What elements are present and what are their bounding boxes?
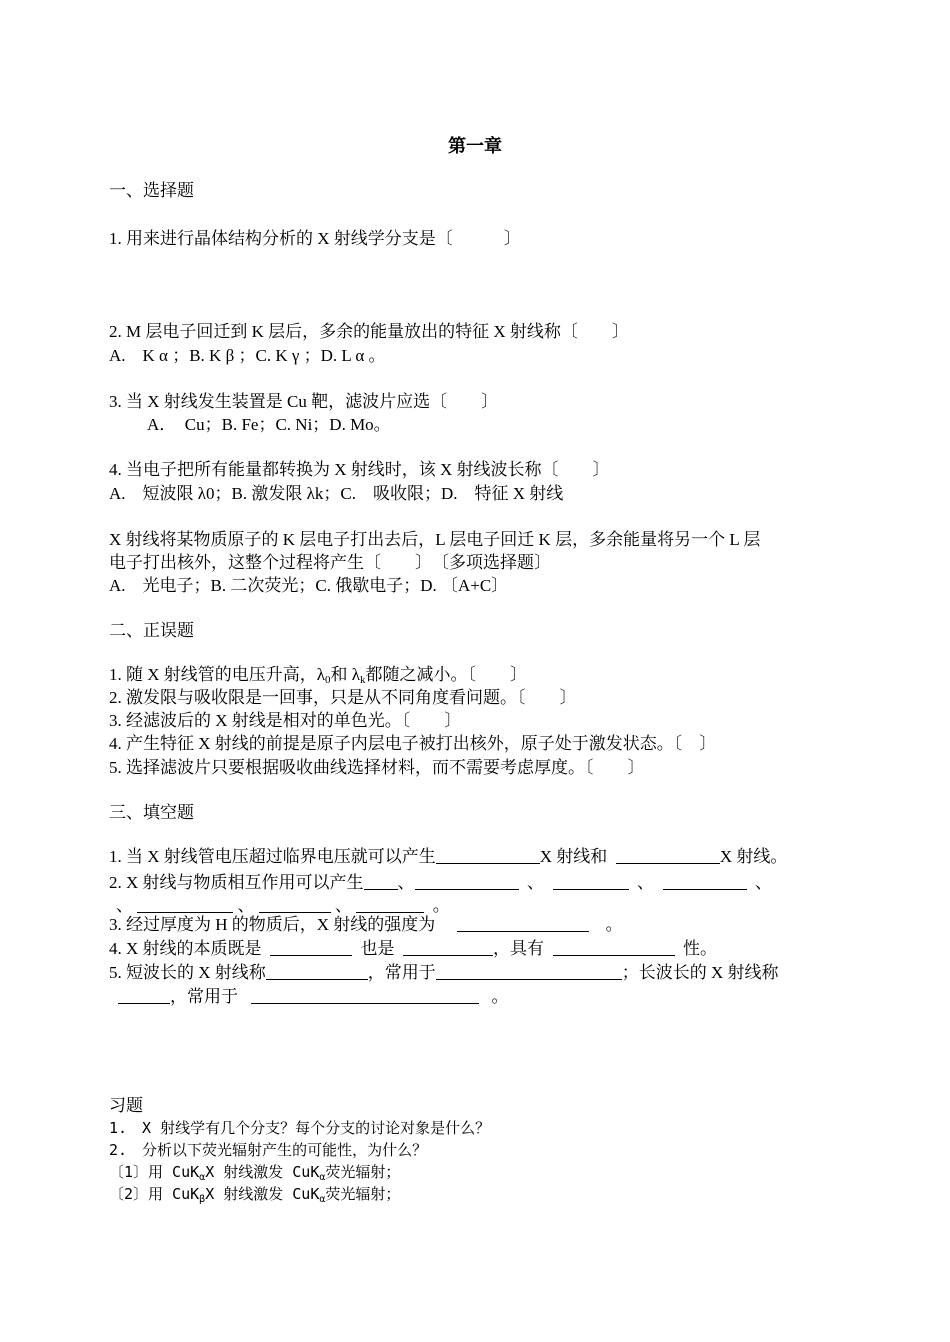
fill-4-blank-2[interactable]	[403, 939, 493, 956]
exercise-2-part-2	[109, 1183, 400, 1211]
chapter-title: 第一章	[448, 136, 502, 156]
fill-5-blank-3[interactable]	[118, 987, 170, 1004]
fill-5-text-c: ；长波长的 X 射线称	[621, 963, 779, 982]
fill-1-text-a: 1. 当 X 射线管电压超过临界电压就可以产生	[109, 847, 436, 866]
exercise-2-2-text-a: 〔2〕用 CuK	[109, 1185, 200, 1203]
exercise-2-1-text-a: 〔1〕用 CuK	[109, 1163, 200, 1181]
fill-2-sep: 、	[237, 896, 255, 915]
fill-5-text-d: ，常用于	[170, 987, 238, 1006]
fill-1-blank-2[interactable]	[616, 847, 720, 864]
fill-1-text-c: X 射线。	[719, 847, 788, 866]
exercise-1: 1. X 射线学有几个分支？每个分支的讨论对象是什么？	[109, 1119, 491, 1137]
question-4-options: A. 短波限 λ0；B. 激发限 λk；C. 吸收限；D. 特征 X 射线	[109, 484, 564, 503]
section-true-false-heading: 二、正误题	[109, 621, 194, 640]
fill-4	[109, 938, 717, 960]
fill-2-sep: 、	[116, 896, 133, 915]
tf1-text-b: 和 λ	[330, 665, 361, 684]
fill-1-text-b: X 射线和	[539, 847, 608, 866]
tf1-subscript-k: k	[360, 674, 366, 686]
fill-2-end: 。	[432, 896, 450, 915]
tf1-subscript-0: 0	[325, 674, 331, 686]
fill-5-text-a: 5. 短波长的 X 射线称	[109, 963, 266, 982]
fill-2-blank-2[interactable]	[415, 873, 519, 890]
exercise-2-2-subscript: α	[319, 1194, 326, 1205]
fill-2-blank-7[interactable]	[356, 896, 424, 913]
fill-2-sep: 、	[397, 873, 415, 892]
exercise-2-1-subscript: α	[319, 1172, 326, 1183]
tf-statement-4: 4. 产生特征 X 射线的前提是原子内层电子被打出核外，原子处于激发状态。〔 〕	[109, 734, 717, 753]
question-5-options: A. 光电子；B. 二次荧光；C. 俄歇电子；D. 〔A+C〕	[109, 576, 509, 595]
fill-2-line-1	[109, 872, 772, 894]
fill-5-blank-2[interactable]	[436, 963, 622, 980]
question-2: 2. M 层电子回迁到 K 层后，多余的能量放出的特征 X 射线称〔 〕	[109, 322, 629, 341]
fill-1-blank-1[interactable]	[436, 847, 540, 864]
question-3: 3. 当 X 射线发生装置是 Cu 靶，滤波片应选〔 〕	[109, 392, 499, 411]
fill-5-text-b: ，常用于	[367, 963, 436, 982]
exercise-2-1-subscript: α	[199, 1172, 206, 1183]
tf-statement-2: 2. 激发限与吸收限是一回事，只是从不同角度看问题。〔 〕	[109, 688, 577, 707]
question-5-line-1: X 射线将某物质原子的 K 层电子打出去后，L 层电子回迁 K 层，多余能量将另一个 L 层	[109, 530, 761, 549]
fill-2-blank-5[interactable]	[137, 896, 233, 913]
question-3-options: A． Cu；B. Fe；C. Ni；D. Mo。	[147, 415, 391, 434]
fill-5-blank-4[interactable]	[251, 987, 479, 1004]
fill-3-text-a: 3. 经过厚度为 H 的物质后，X 射线的强度为	[109, 915, 436, 934]
tf-statement-5: 5. 选择滤波片只要根据吸收曲线选择材料，而不需要考虑厚度。〔 〕	[109, 758, 645, 777]
tf1-text-a: 1. 随 X 射线管的电压升高，λ	[109, 665, 326, 684]
fill-3-end: 。	[605, 915, 623, 934]
section-fill-blank-heading: 三、填空题	[109, 803, 194, 822]
fill-4-blank-3[interactable]	[553, 939, 675, 956]
fill-3-blank-1[interactable]	[457, 915, 589, 932]
exercise-2-1-text-b: X 射线激发 CuK	[205, 1163, 320, 1181]
fill-2-sep: 、	[527, 873, 545, 892]
section-choice-heading: 一、选择题	[109, 181, 194, 200]
fill-4-text-d: 性。	[683, 939, 718, 958]
fill-4-blank-1[interactable]	[270, 939, 352, 956]
exercise-2-2-subscript: β	[199, 1194, 206, 1205]
fill-2-blank-6[interactable]	[259, 896, 331, 913]
fill-5-line-2	[118, 986, 509, 1008]
fill-2-sep: 、	[755, 873, 773, 892]
fill-2-text-a: 2. X 射线与物质相互作用可以产生	[109, 873, 364, 892]
exercise-2-2-text-b: X 射线激发 CuK	[205, 1185, 320, 1203]
fill-4-text-b: 也是	[360, 939, 395, 958]
question-5-line-2: 电子打出核外，这整个过程将产生〔 〕 〔多项选择题〕	[109, 553, 551, 572]
tf1-text-c: 都随之减小。〔 〕	[365, 665, 528, 684]
exercise-2-2-text-c: 荧光辐射；	[325, 1185, 401, 1203]
fill-2-sep: 、	[637, 873, 655, 892]
fill-4-text-a: 4. X 射线的本质既是	[109, 939, 262, 958]
exercise-2: 2. 分析以下荧光辐射产生的可能性，为什么？	[109, 1141, 428, 1159]
fill-5-end: 。	[491, 987, 509, 1006]
question-2-options: A. K α ；B. K β ；C. K γ ；D. L α 。	[109, 346, 386, 365]
exercise-2-1-text-c: 荧光辐射；	[325, 1163, 401, 1181]
fill-5-blank-1[interactable]	[266, 963, 368, 980]
fill-3	[109, 914, 623, 936]
fill-2-blank-3[interactable]	[553, 873, 629, 890]
tf-statement-3: 3. 经滤波后的 X 射线是相对的单色光。〔 〕	[109, 711, 462, 730]
fill-2-sep: 、	[335, 896, 352, 915]
fill-2-blank-1[interactable]	[364, 873, 398, 890]
exercises-heading: 习题	[109, 1096, 143, 1115]
fill-2-blank-4[interactable]	[663, 873, 747, 890]
fill-1	[109, 846, 787, 868]
question-1: 1. 用来进行晶体结构分析的 X 射线学分支是〔 〕	[109, 229, 521, 248]
fill-5-line-1	[109, 962, 779, 984]
fill-4-text-c: ，具有	[493, 939, 545, 958]
question-4: 4. 当电子把所有能量都转换为 X 射线时，该 X 射线波长称〔 〕	[109, 460, 610, 479]
